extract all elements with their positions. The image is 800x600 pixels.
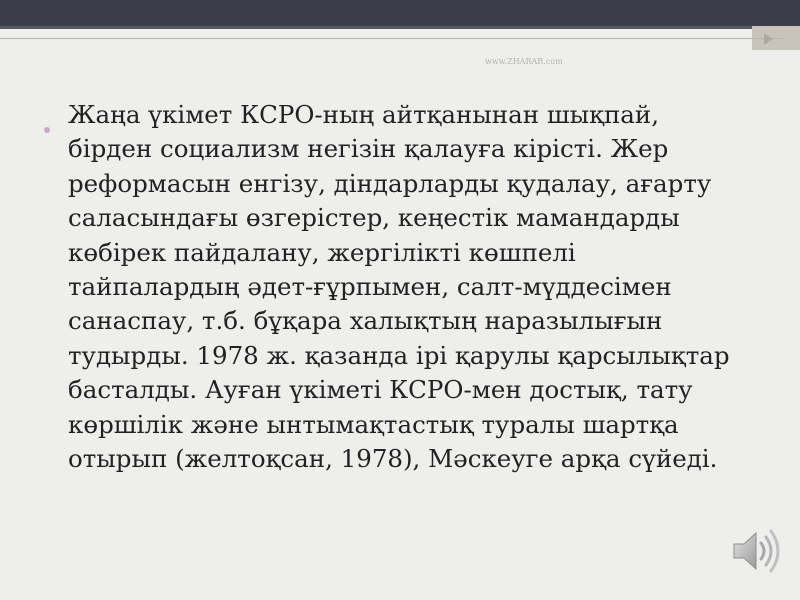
- header-divider: [0, 38, 785, 39]
- header-bar: [0, 0, 800, 26]
- divider-marker-icon: [764, 33, 773, 45]
- speaker-icon[interactable]: [728, 526, 788, 576]
- slide-body-text: Жаңа үкімет КСРО-ның айтқанынан шықпай, бірден социализм негізін қалауға кірісті. Жер реформасын енгізу, діндарларды қудалау, ағарту саласындағы өзгерістер, кеңестік мамандарды көбірек пайдалану, жергілікті көшпелі тайпалардың әдет-ғұрпымен, салт-мүддесімен санаспау, т.б. бұқара халықтың наразылығын тудырды. 1978 ж. қазанда ірі қарулы қарсылықтар басталды. Ауған үкіметі КСРО-мен достық, тату көршілік және ынтымақтастық туралы шартқа отырып (желтоқсан, 1978), Мәскеуге арқа сүйеді.: [68, 100, 730, 474]
- watermark: www.ZHARAR.com: [485, 57, 563, 66]
- header-bar-accent: [0, 26, 800, 29]
- slide-content: [42, 98, 732, 476]
- bullet-dot-icon: [44, 127, 50, 133]
